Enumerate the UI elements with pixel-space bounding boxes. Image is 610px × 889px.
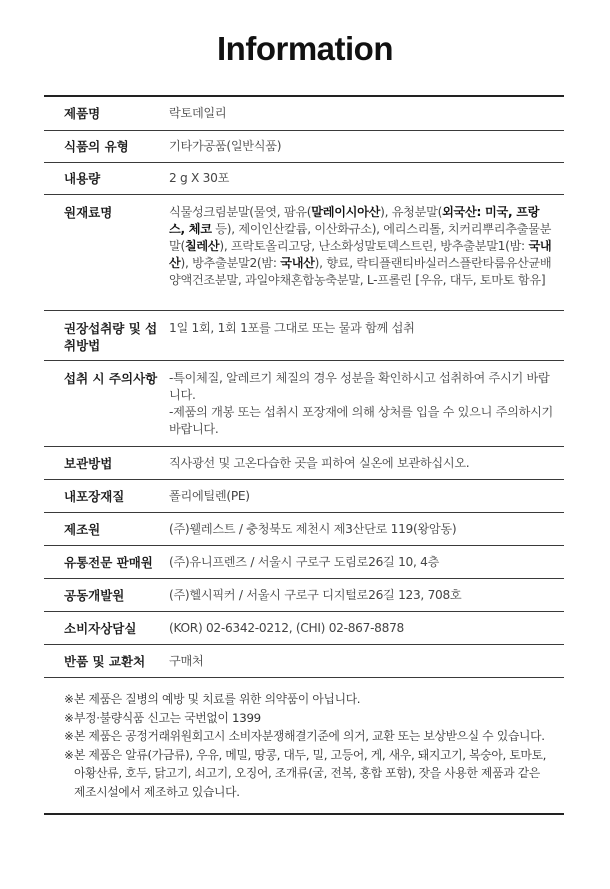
caution-line: -특이체질, 알레르기 체질의 경우 성분을 확인하시고 섭취하여 주시기 바랍니다. — [169, 371, 550, 402]
ingredient-text-segment: 식물성크림분말(물엿, 팜유( — [169, 205, 312, 219]
row-value: 2 g X 30포 — [169, 171, 230, 185]
row-label: 보관방법 — [64, 455, 113, 471]
ingredient-origin-bold: 말레이시아산 — [311, 205, 381, 219]
row-value: (주)유니프렌즈 / 서울시 구로구 도림로26길 10, 4층 — [169, 554, 440, 569]
reference-mark-icon: ※ — [64, 729, 74, 743]
note-item — [64, 746, 554, 802]
row-label: 제품명 — [64, 106, 101, 121]
ingredients-text — [169, 204, 564, 310]
row-packaging — [44, 480, 564, 513]
reference-mark-icon: ※ — [64, 710, 74, 725]
caution-line: -제품의 개봉 또는 섭취시 포장재에 의해 상처를 입을 수 있으니 주의하시기 바랍니다. — [169, 405, 554, 436]
note-item — [64, 690, 554, 709]
row-value: 폴리에틸렌(PE) — [169, 488, 250, 503]
ingredient-origin-bold: 칠레산 — [184, 239, 220, 253]
row-content-amount — [44, 163, 564, 195]
ingredient-origin-bold: 외국산: 미국, 프랑스, 체코 — [169, 205, 540, 236]
row-value: (주)웰레스트 / 충청북도 제천시 제3산단로 119(왕암동) — [169, 521, 457, 536]
row-value: 기타가공품(일반식품) — [169, 139, 282, 153]
reference-mark-icon: ※ — [64, 747, 74, 762]
row-label: 권장섭취량 및 섭취방법 — [64, 321, 158, 353]
row-label: 원재료명 — [64, 205, 113, 220]
ingredient-text-segment: ), 프락토올리고당, 난소화성말토덱스트린, 방추출분말1(밤: — [219, 239, 529, 253]
row-value: (주)헬시픽커 / 서울시 구로구 디지털로26길 123, 708호 — [169, 587, 462, 602]
row-value: 락토데일리 — [169, 106, 227, 120]
note-text: 부정·불량식품 신고는 국번없이 1399 — [74, 710, 261, 725]
note-item — [64, 727, 554, 746]
row-intake-method — [44, 311, 564, 361]
note-text: 본 제품은 공정거래위원회고시 소비자분쟁해결기준에 의거, 교환 또는 보상받으실 수 있습니다. — [74, 729, 545, 743]
row-value: 직사광선 및 고온다습한 곳을 피하여 실온에 보관하십시오. — [169, 455, 470, 470]
row-label: 공동개발원 — [64, 587, 125, 603]
row-label: 내포장재질 — [64, 488, 125, 504]
row-label: 소비자상담실 — [64, 620, 137, 636]
note-item — [64, 709, 554, 728]
row-food-type — [44, 131, 564, 163]
cautions-text — [169, 370, 564, 446]
note-text: 본 제품은 알류(가금류), 우유, 메밀, 땅콩, 대두, 밀, 고등어, 게, 새우, 돼지고기, 복숭아, 토마토, 아황산류, 호두, 닭고기, 쇠고기, 오징어, 조개류(굴, 전복, 홍합 포함), 잣을 사용한 제품과 같은 제조시설에서 제조하고 있습니다. — [74, 747, 547, 799]
note-text: 본 제품은 질병의 예방 및 치료를 위한 의약품이 아닙니다. — [74, 692, 361, 706]
ingredient-origin-bold: 국내산 — [169, 239, 552, 270]
row-label: 식품의 유형 — [64, 139, 129, 154]
row-label: 내용량 — [64, 171, 101, 186]
row-returns — [44, 645, 564, 678]
row-distributor — [44, 546, 564, 579]
row-storage — [44, 447, 564, 480]
row-label: 반품 및 교환처 — [64, 653, 146, 669]
row-value: (KOR) 02-6342-0212, (CHI) 02-867-8878 — [169, 620, 404, 635]
ingredient-text-segment: ), 향료, 락티플랜티바실러스플란타룸유산균배양액건조분말, 과일야채혼합농축분말, L-프롤린 [우유, 대두, 토마토 함유] — [169, 256, 552, 287]
ingredient-origin-bold: 국내산 — [280, 256, 315, 270]
row-label: 유통전문 판매원 — [64, 554, 153, 570]
row-value: 1일 1회, 1회 1포를 그대로 또는 물과 함께 섭취 — [169, 321, 415, 335]
row-product-name — [44, 97, 564, 131]
info-table — [44, 95, 564, 815]
page-title: Information — [217, 30, 393, 67]
row-cautions — [44, 361, 564, 447]
reference-mark-icon: ※ — [64, 692, 74, 706]
row-label: 섭취 시 주의사항 — [64, 371, 158, 386]
row-manufacturer — [44, 513, 564, 546]
row-ingredients — [44, 195, 564, 311]
row-value: 구매처 — [169, 653, 204, 668]
ingredient-text-segment: ), 유청분말( — [380, 205, 443, 219]
row-consumer-center — [44, 612, 564, 645]
row-label: 제조원 — [64, 521, 101, 537]
ingredient-text-segment: 등), 제이인산칼륨, 이산화규소), 에리스리톨, 치커리뿌리추출물분말( — [169, 222, 552, 253]
row-co-developer — [44, 579, 564, 612]
notes-section — [44, 678, 564, 813]
ingredient-text-segment: ), 방추출분말2(밤: — [180, 256, 281, 270]
